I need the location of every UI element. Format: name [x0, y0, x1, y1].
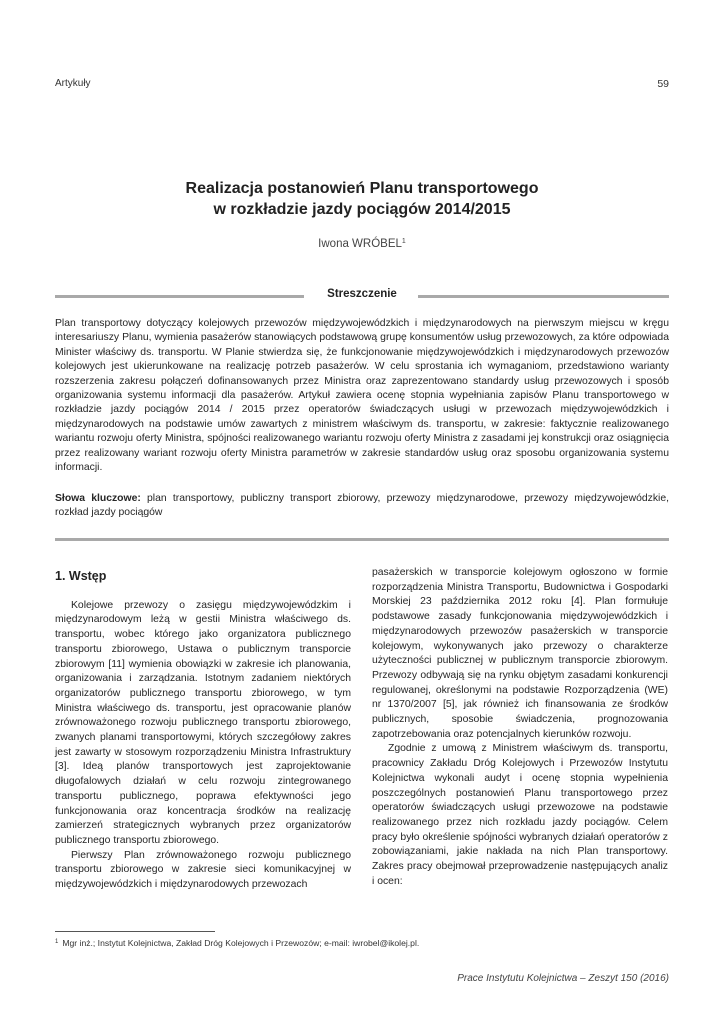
- page-number: 59: [657, 78, 669, 90]
- abstract-heading-bar: [55, 288, 669, 304]
- abstract: [55, 317, 669, 475]
- abstract-text: Plan transportowy dotyczący kolejowych przewozów międzywojewódzkich i międzynarodowych na pierwszym miejscu w kręgu interesariuszy Planu, wymienia pasażerów stanowiących podstawową grupę konsumentów usług przewozowych, za które odpowiada Minister właściwy ds. transportu. W Planie stwierdza się, że funkcjonowanie międzywojewódzkich i międzynarodowych przewozów kolejowych jest ukierunkowane na realizację potrzeb pasażerów. W celu sprostania ich wymaganiom, przedstawiono warianty rozszerzenia zakresu połączeń dofinansowanych przez Ministra oraz zaprezentowano standardy usług przewozowych i sposób organizowania systemu informacji dla pasażerów. Artykuł zawiera ocenę stopnia wypełniania zapisów Planu transportowego w rozkładzie jazdy pociągów 2014 / 2015 przez operatorów świadczących usługi w przewozach międzywojewódzkich i międzynarodowych na podstawie umów zawartych z ministrem właściwym ds. transportu, w zakresie: faktycznie realizowanego wariantu rozwoju oferty Ministra, spójności realizowanego wariantu rozwoju oferty Ministra z zasadami jej konstrukcji oraz osiągnięcia przez realizowany wariant rozwoju oferty Ministra parametrów w zakresie standardów usług oraz sposobu organizowania systemu informacji.: [55, 318, 669, 474]
- footnote-mark: 1: [55, 939, 59, 945]
- title-line-2: w rozkładzie jazdy pociągów 2014/2015: [213, 201, 511, 218]
- abstract-heading: Streszczenie: [327, 288, 397, 300]
- section-separator: [55, 538, 669, 541]
- column-left: [55, 566, 351, 893]
- author: [0, 238, 724, 250]
- paragraph: Kolejowe przewozy o zasięgu międzywojewódzkim i międzynarodowym leżą w gestii Ministra właściwego ds. transportu, wobec którego jako organizatora publicznego transportu zbiorowego, Ustawa o publicznym transporcie zbiorowym [11] wymienia obowiązki w zakresie ich planowania, organizowania i zarządzania. Istotnym zadaniem niektórych organizatorów publicznego transportu zbiorowego, w tym Ministra właściwego ds. transportu, jest opracowanie planów zrównoważonego rozwoju publicznego transportu zbiorowego, zwanych planami transportowymi, których szczegółowy zakres jest zawarty w stosowym rozporządzeniu Ministra Infrastruktury [3]. Ideą planów transportowych jest zaprojektowanie długofalowych działań w celu rozwoju zintegrowanego transportu publicznego, poprawa efektywności jego funkcjonowania oraz koncentracja środków na realizację zamierzeń strategicznych wybranych przez organizatorów publicznego transportu zbiorowego.: [55, 599, 351, 846]
- footnote: [55, 938, 669, 948]
- abstract-rule-right: [418, 295, 669, 298]
- keywords: [55, 492, 669, 521]
- author-name: Iwona WRÓBEL: [318, 238, 402, 250]
- paragraph: Pierwszy Plan zrównoważonego rozwoju publicznego transportu zbiorowego w zakresie sieci komunikacyjnej w międzywojewódzkich i międzynarodowych przewozach: [55, 849, 351, 891]
- paragraph: Zgodnie z umową z Ministrem właściwym ds. transportu, pracownicy Zakładu Dróg Kolejowych i Przewozów Instytutu Kolejnictwa wykonali audyt i ocenę stopnia wypełnienia poszczególnych postanowień Planu transportowego przez operatorów świadczących usługi przewozowe na podstawie realizowanego przez nich rozkładu jazdy pociągów. Celem pracy było określenie spójności wybranych działań operatorów z zobowiązaniami, jakie nakłada na nich Plan transportowy. Zakres pracy obejmował przeprowadzenie następujących analiz i ocen:: [372, 743, 668, 887]
- title-line-1: Realizacja postanowień Planu transportowego: [185, 180, 539, 197]
- footnote-text: Mgr inż.; Instytut Kolejnictwa, Zakład Dróg Kolejowych i Przewozów; e-mail: iwrobel@ikolej.pl.: [62, 938, 420, 948]
- running-head: [55, 78, 669, 92]
- article-title: [60, 178, 664, 220]
- running-head-section: Artykuły: [55, 78, 91, 89]
- column-right: [372, 566, 668, 889]
- paragraph: pasażerskich w transporcie kolejowym ogłoszono w formie rozporządzenia Ministra Transportu, Budownictwa i Gospodarki Morskiej 23 października 2012 roku [4]. Plan formułuje podstawowe zasady funkcjonowania międzywojewódzkich i międzynarodowych przewozów pasażerskich w transporcie kolejowym, wykonywanych jako przewozy o charakterze użyteczności publicznej w publicznym transporcie zbiorowym. Przewozy odbywają się na rynku objętym zasadami konkurencji regulowanej, określonymi na podstawie Rozporządzenia (WE) nr 1370/2007 [5], jak również ich finansowania ze środków publicznych, sposobie świadczenia, prognozowania zapotrzebowania oraz potencjalnych kierunków rozwoju.: [372, 567, 668, 740]
- author-footnote-mark: 1: [401, 238, 406, 245]
- footnote-rule: [55, 931, 215, 932]
- journal-footer: Prace Instytutu Kolejnictwa – Zeszyt 150 (2016): [457, 973, 669, 984]
- keywords-text: plan transportowy, publiczny transport zbiorowy, przewozy międzynarodowe, przewozy międzywojewódzkie, rozkład jazdy pociągów: [55, 493, 669, 519]
- keywords-label: Słowa kluczowe:: [55, 493, 141, 504]
- section-title: 1. Wstęp: [55, 569, 107, 583]
